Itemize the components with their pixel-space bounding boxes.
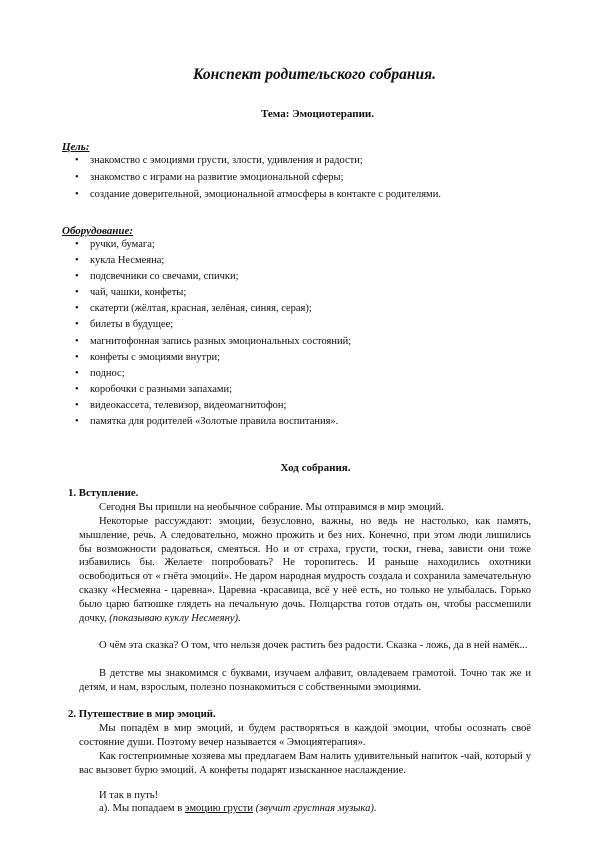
equipment-heading: Оборудование: xyxy=(62,225,134,237)
part2-paragraph-4 xyxy=(99,803,377,814)
part2-paragraph-2: Как гостеприимные хозяева мы предлагаем Вам налить удивительный напиток -чай, который у вас вызовет бурю эмоций. А конфеты подарят изысканное наслаждение. xyxy=(79,751,531,776)
part2-item-a-note: (звучит грустная музыка). xyxy=(255,803,377,814)
goal-heading: Цель: xyxy=(62,141,90,153)
part2-paragraph-3: И так в путь! xyxy=(99,790,159,801)
part1-paragraph-4: В детстве мы знакомимся с буквами, изучаем алфавит, овладеваем грамотой. Точно так же и детям, и нам, взрослым, полезно познакомиться с собственными эмоциями. xyxy=(79,668,531,693)
part1-paragraph-2-note: (показываю куклу Несмеяну). xyxy=(109,612,241,624)
equipment-item: • памятка для родителей «Золотые правила воспитания». xyxy=(72,414,351,430)
equipment-item: • видеокассета, телевизор, видеомагнитофон; xyxy=(72,398,351,414)
document-title: Конспект родительского собрания. xyxy=(192,66,437,83)
equipment-item: • подсвечники со свечами, спички; xyxy=(72,269,351,285)
part2-paragraph-1: Мы попадём в мир эмоций, и будем растворяться в каждой эмоции, чтобы осознать своё состояние души. Поэтому вечер называется « Эмоциятерапия». xyxy=(79,723,531,748)
course-heading: Ход собрания. xyxy=(280,462,351,474)
goal-item: • создание доверительной, эмоциональной атмосферы в контакте с родителями. xyxy=(72,186,441,203)
equipment-item: • конфеты с эмоциями внутри; xyxy=(72,350,351,366)
part2-item-a-emotion: эмоцию грусти xyxy=(184,803,254,814)
goal-item: • знакомство с играми на развитие эмоциональной сферы; xyxy=(72,169,441,186)
part1-paragraph-1: Сегодня Вы пришли на необычное собрание. Мы отправимся в мир эмоций. xyxy=(99,502,444,513)
equipment-list xyxy=(72,237,351,430)
part1-heading: 1. Вступление. xyxy=(68,487,139,499)
equipment-item: • магнитофонная запись разных эмоциональных состояний; xyxy=(72,334,351,350)
equipment-item: • ручки, бумага; xyxy=(72,237,351,253)
equipment-item: • скатерти (жёлтая, красная, зелёная, синяя, серая); xyxy=(72,301,351,317)
goal-list xyxy=(72,152,441,203)
equipment-item: • кукла Несмеяна; xyxy=(72,253,351,269)
equipment-item: • коробочки с разными запахами; xyxy=(72,382,351,398)
part2-item-a-prefix: а). Мы попадаем в xyxy=(99,803,183,814)
part1-paragraph-3: О чём эта сказка? О том, что нельзя дочек растить без радости. Сказка - ложь, да в ней намёк... xyxy=(99,640,528,651)
part2-heading: 2. Путешествие в мир эмоций. xyxy=(68,708,216,720)
part1-paragraph-2 xyxy=(79,515,531,625)
equipment-item: • билеты в будущее; xyxy=(72,317,351,333)
document-theme: Тема: Эмоциотерапии. xyxy=(261,108,374,120)
part1-paragraph-2-text: Некоторые рассуждают: эмоции, безусловно, важны, но ведь не настолько, как память, мышление, речь. А следовательно, можно прожить и без них. Конечно, при этом люди лишились бы возможности радоваться, смеяться. Но и от страха, грусти, тоски, гнева, зависти они тоже избавились бы. Желаете попробовать? Не торопитесь. И раньше находились охотники освободиться от « гнёта эмоций». Не даром народная мудрость создала и сохранила замечательную сказку «Несмеяна - царевна». Царевна -красавица, всё у неё есть, но только не улыбалась. Горько было царю батюшке глядеть на печальную дочь. Полцарства готов отдать он, чтобы рассмешили дочку, xyxy=(79,516,531,624)
equipment-item: • чай, чашки, конфеты; xyxy=(72,285,351,301)
goal-item: • знакомство с эмоциями грусти, злости, удивления и радости; xyxy=(72,152,441,169)
equipment-item: • поднос; xyxy=(72,366,351,382)
